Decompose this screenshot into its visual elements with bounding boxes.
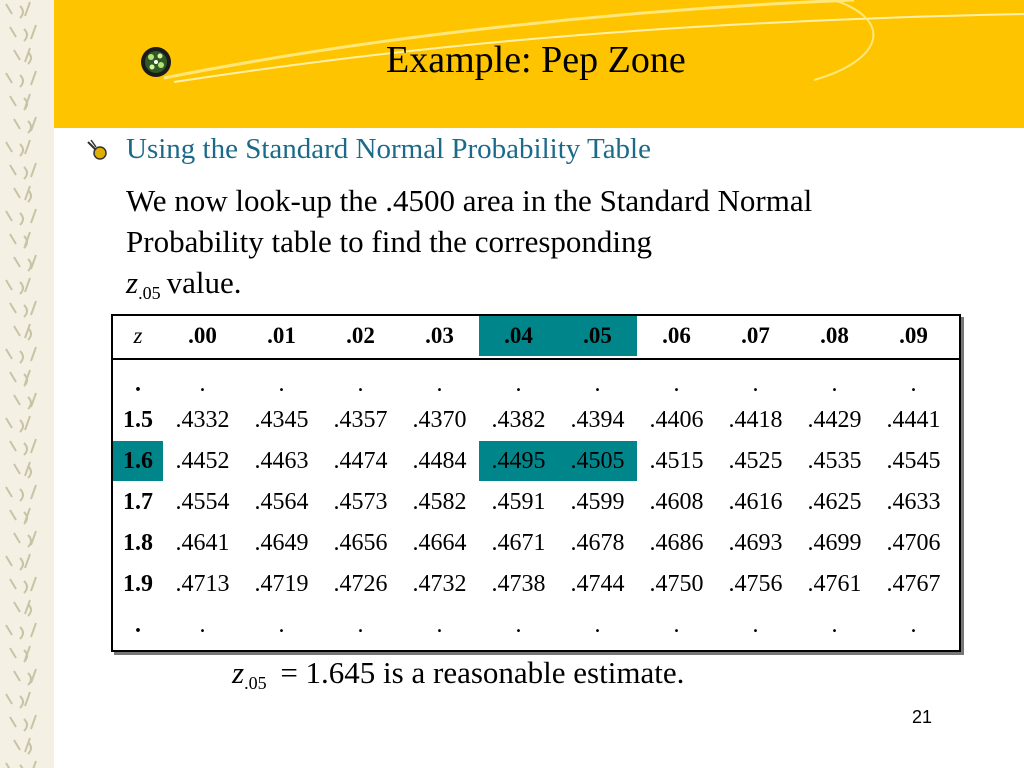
- decorative-scribble: [6, 554, 30, 570]
- z-subscript: .05: [138, 283, 161, 303]
- table-cell: .4406: [649, 407, 704, 433]
- table-cell: .4699: [807, 530, 862, 556]
- row-z-value: 1.6: [113, 441, 163, 481]
- table-header-row: [113, 316, 959, 360]
- table-cell: .4767: [886, 571, 941, 597]
- decorative-scribble: [6, 485, 36, 501]
- decorative-scribble: [14, 255, 36, 271]
- z-symbol: z: [126, 265, 139, 300]
- estimate-z-subscript: .05: [244, 673, 267, 693]
- decorative-scribble: [14, 48, 31, 64]
- table-cell: .4535: [807, 448, 862, 474]
- table-cell: .4452: [175, 448, 230, 474]
- table-cell: .4474: [333, 448, 388, 474]
- table-cell: .: [199, 371, 206, 397]
- decorative-scribble: [14, 669, 36, 685]
- table-cell: .4678: [570, 530, 625, 556]
- table-cell: .4418: [728, 407, 783, 433]
- table-cell: .4686: [649, 530, 704, 556]
- table-cell: .: [831, 612, 838, 638]
- table-cell: .4616: [728, 489, 783, 515]
- table-cell: .4495: [479, 441, 558, 481]
- decorative-scribble: [6, 416, 30, 432]
- estimate-z-symbol: z: [232, 655, 245, 690]
- table-cell: .: [278, 612, 285, 638]
- decorative-scribble: [14, 186, 31, 202]
- table-cell: .4345: [254, 407, 309, 433]
- decorative-scribble: [14, 738, 31, 754]
- table-cell: .: [515, 612, 522, 638]
- decorative-scribble: [6, 209, 36, 225]
- globe-logo-icon: [140, 46, 172, 78]
- header-col: .00: [188, 323, 217, 348]
- table-cell: .4545: [886, 448, 941, 474]
- table-cell: .4505: [558, 441, 637, 481]
- decorative-scribble: [6, 761, 36, 768]
- row-z-value: 1.9: [123, 571, 153, 597]
- slide-title: Example: Pep Zone: [386, 39, 686, 81]
- table-cell: .4756: [728, 571, 783, 597]
- decorative-scribble: [10, 577, 36, 593]
- table-cell: .: [673, 371, 680, 397]
- table-cell: .4732: [412, 571, 467, 597]
- header-col: .04: [479, 316, 558, 356]
- table-cell: .4382: [491, 407, 546, 433]
- row-z-value: 1.7: [123, 489, 153, 515]
- table-cell: .4693: [728, 530, 783, 556]
- table-cell: .4582: [412, 489, 467, 515]
- table-cell: .4357: [333, 407, 388, 433]
- table-cell: .: [752, 371, 759, 397]
- estimate-text: = 1.645 is a reasonable estimate.: [280, 655, 685, 690]
- table-cell: .4625: [807, 489, 862, 515]
- row-z-value: .: [135, 612, 141, 638]
- table-cell: .: [594, 371, 601, 397]
- estimate-line: [232, 655, 684, 691]
- table-cell: .4573: [333, 489, 388, 515]
- decorative-scribble: [10, 301, 36, 317]
- decorative-scribble: [14, 462, 31, 478]
- table-cell: .4599: [570, 489, 625, 515]
- decorative-scribble: [14, 324, 31, 340]
- bullet-icon: [86, 139, 108, 161]
- table-cell: .: [673, 612, 680, 638]
- decorative-scribble: [10, 163, 36, 179]
- table-cell: .: [910, 612, 917, 638]
- standard-normal-table: [111, 314, 961, 652]
- header-col: .05: [558, 316, 637, 356]
- table-cell: .4370: [412, 407, 467, 433]
- decorative-pattern: [0, 0, 54, 768]
- table-cell: .4554: [175, 489, 230, 515]
- table-cell: .4656: [333, 530, 388, 556]
- table-cell: .: [436, 371, 443, 397]
- decorative-scribble: [10, 94, 30, 110]
- row-z-value: 1.8: [123, 530, 153, 556]
- table-cell: .4463: [254, 448, 309, 474]
- decorative-scribble: [10, 439, 36, 455]
- table-cell: .: [357, 612, 364, 638]
- table-cell: .4726: [333, 571, 388, 597]
- decorative-border: [0, 0, 54, 768]
- table-cell: .4706: [886, 530, 941, 556]
- table-cell: .4633: [886, 489, 941, 515]
- header-col: .06: [662, 323, 691, 348]
- table-cell: .4441: [886, 407, 941, 433]
- table-cell: .4738: [491, 571, 546, 597]
- table-cell: .4484: [412, 448, 467, 474]
- decorative-scribble: [10, 370, 30, 386]
- table-cell: .4564: [254, 489, 309, 515]
- decorative-scribble: [6, 278, 30, 294]
- bullet-heading: Using the Standard Normal Probability Table: [126, 133, 651, 165]
- decorative-scribble: [10, 508, 30, 524]
- header-col: .02: [346, 323, 375, 348]
- table-cell: .4664: [412, 530, 467, 556]
- table-cell: .4671: [491, 530, 546, 556]
- decorative-scribble: [10, 715, 36, 731]
- table-cell: .: [515, 371, 522, 397]
- decorative-scribble: [14, 531, 36, 547]
- paragraph-text: We now look-up the .4500 area in the Standard Normal Probability table to find the corresponding: [126, 183, 813, 259]
- header-z: z: [133, 323, 143, 348]
- decorative-scribble: [6, 347, 36, 363]
- decorative-scribble: [14, 117, 36, 133]
- decorative-scribble: [14, 600, 31, 616]
- header-col: .08: [820, 323, 849, 348]
- header-col: .09: [899, 323, 928, 348]
- decorative-scribble: [6, 692, 30, 708]
- table-cell: .4641: [175, 530, 230, 556]
- value-word: value.: [166, 265, 242, 300]
- table-cell: .: [594, 612, 601, 638]
- table-cell: .: [910, 371, 917, 397]
- table-cell: .4515: [649, 448, 704, 474]
- table-cell: .4332: [175, 407, 230, 433]
- table-cell: .4525: [728, 448, 783, 474]
- decorative-scribble: [14, 393, 36, 409]
- table-cell: .4394: [570, 407, 625, 433]
- table-cell: .: [752, 612, 759, 638]
- table-cell: .4719: [254, 571, 309, 597]
- table-cell: .: [357, 371, 364, 397]
- header-col: .01: [267, 323, 296, 348]
- decorative-scribble: [6, 71, 36, 87]
- row-z-value: .: [135, 371, 141, 397]
- table-cell: .: [199, 612, 206, 638]
- decorative-scribble: [10, 232, 30, 248]
- decorative-scribble: [10, 646, 30, 662]
- decorative-scribble: [10, 25, 36, 41]
- header-col: .07: [741, 323, 770, 348]
- body-paragraph: [126, 180, 926, 308]
- decorative-scribble: [6, 623, 36, 639]
- table-cell: .4591: [491, 489, 546, 515]
- table-cell: .4649: [254, 530, 309, 556]
- table-cell: .: [436, 612, 443, 638]
- table-cell: .4608: [649, 489, 704, 515]
- table-cell: .4761: [807, 571, 862, 597]
- decorative-scribble: [6, 140, 30, 156]
- table-cell: .: [278, 371, 285, 397]
- table-cell: .4429: [807, 407, 862, 433]
- table-cell: .4744: [570, 571, 625, 597]
- table-cell: .: [831, 371, 838, 397]
- slide-number: 21: [912, 707, 933, 727]
- row-z-value: 1.5: [123, 407, 153, 433]
- header-col: .03: [425, 323, 454, 348]
- decorative-scribble: [6, 2, 30, 18]
- table-cell: .4750: [649, 571, 704, 597]
- table-cell: .4713: [175, 571, 230, 597]
